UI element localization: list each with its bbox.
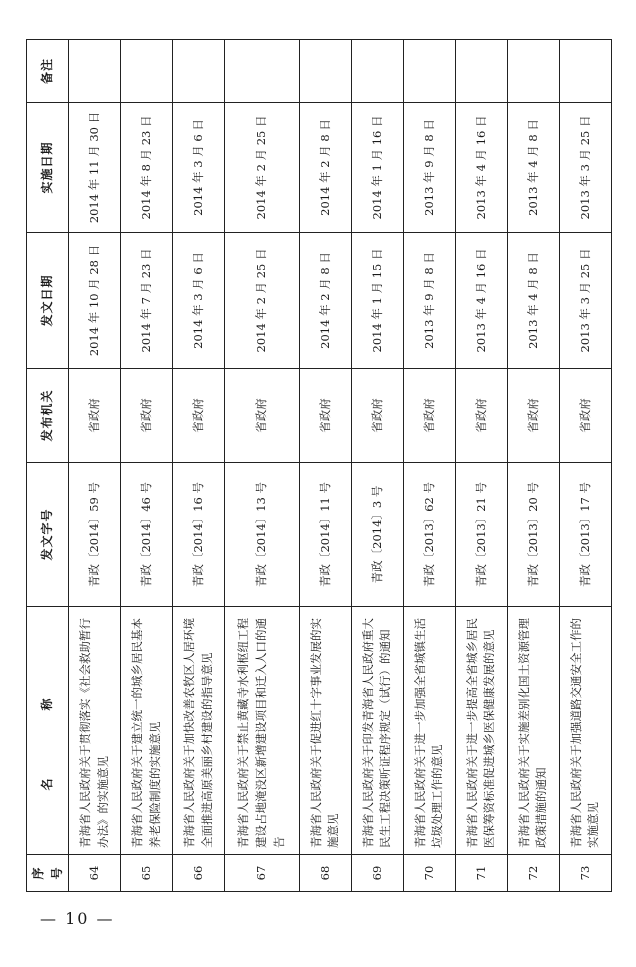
row-effective-date: 2014 年 3 月 6 日 xyxy=(173,103,225,233)
row-issue-date: 2013 年 3 月 25 日 xyxy=(559,233,611,369)
row-seq: 66 xyxy=(173,855,225,892)
row-effective-date: 2013 年 4 月 16 日 xyxy=(455,103,507,233)
row-remarks xyxy=(455,40,507,103)
rotated-table-frame xyxy=(26,40,612,892)
landscape-page xyxy=(26,40,612,892)
row-seq: 73 xyxy=(559,855,611,892)
row-effective-date: 2013 年 3 月 25 日 xyxy=(559,103,611,233)
row-issue-date: 2014 年 1 月 15 日 xyxy=(351,233,403,369)
table-row xyxy=(507,40,559,892)
row-remarks xyxy=(225,40,300,103)
row-issue-date: 2013 年 4 月 16 日 xyxy=(455,233,507,369)
row-remarks xyxy=(173,40,225,103)
row-effective-date: 2014 年 11 月 30 日 xyxy=(69,103,121,233)
row-issuer: 省政府 xyxy=(173,369,225,463)
table-row xyxy=(559,40,611,892)
row-remarks xyxy=(69,40,121,103)
row-effective-date: 2014 年 2 月 25 日 xyxy=(225,103,300,233)
row-remarks xyxy=(507,40,559,103)
header-remarks: 备注 xyxy=(27,40,69,103)
table-row xyxy=(225,40,300,892)
row-issue-date: 2013 年 4 月 8 日 xyxy=(507,233,559,369)
row-remarks xyxy=(403,40,455,103)
row-name: 青海省人民政府关于建立统一的城乡居民基本养老保险制度的实施意见 xyxy=(121,607,173,855)
row-name: 青海省人民政府关于加强道路交通安全工作的实施意见 xyxy=(559,607,611,855)
table-row xyxy=(173,40,225,892)
row-seq: 65 xyxy=(121,855,173,892)
row-remarks xyxy=(559,40,611,103)
header-seq: 序号 xyxy=(27,855,69,892)
table-row xyxy=(455,40,507,892)
row-name: 青海省人民政府关于进一步提高全省城乡居民医保筹资标准促进城乡医保健康发展的意见 xyxy=(455,607,507,855)
row-issue-date: 2014 年 2 月 25 日 xyxy=(225,233,300,369)
table-row xyxy=(299,40,351,892)
row-issuer: 省政府 xyxy=(225,369,300,463)
row-doc-no: 青政〔2013〕17 号 xyxy=(559,463,611,607)
row-doc-no: 青政〔2014〕46 号 xyxy=(121,463,173,607)
row-remarks xyxy=(299,40,351,103)
row-doc-no: 青政〔2013〕21 号 xyxy=(455,463,507,607)
table-row xyxy=(351,40,403,892)
row-effective-date: 2014 年 1 月 16 日 xyxy=(351,103,403,233)
row-doc-no: 青政〔2014〕11 号 xyxy=(299,463,351,607)
header-effective-date: 实施日期 xyxy=(27,103,69,233)
row-effective-date: 2013 年 4 月 8 日 xyxy=(507,103,559,233)
header-issue-date: 发文日期 xyxy=(27,233,69,369)
row-issuer: 省政府 xyxy=(559,369,611,463)
table-row xyxy=(403,40,455,892)
row-name: 青海省人民政府关于禁止黄藏寺水利枢纽工程建设占地淹没区新增建设项目和迁入人口的通告 xyxy=(225,607,300,855)
row-name: 青海省人民政府关于贯彻落实《社会救助暂行办法》的实施意见 xyxy=(69,607,121,855)
row-issue-date: 2014 年 2 月 8 日 xyxy=(299,233,351,369)
row-issuer: 省政府 xyxy=(507,369,559,463)
row-seq: 71 xyxy=(455,855,507,892)
row-issuer: 省政府 xyxy=(351,369,403,463)
row-effective-date: 2014 年 8 月 23 日 xyxy=(121,103,173,233)
page-number: — 10 — xyxy=(40,909,115,928)
row-doc-no: 青政〔2014〕59 号 xyxy=(69,463,121,607)
header-name: 名 称 xyxy=(27,607,69,855)
row-doc-no: 青政〔2013〕62 号 xyxy=(403,463,455,607)
row-issue-date: 2014 年 3 月 6 日 xyxy=(173,233,225,369)
row-issuer: 省政府 xyxy=(403,369,455,463)
row-effective-date: 2014 年 2 月 8 日 xyxy=(299,103,351,233)
header-issuer: 发布机关 xyxy=(27,369,69,463)
row-seq: 69 xyxy=(351,855,403,892)
row-issuer: 省政府 xyxy=(455,369,507,463)
row-doc-no: 青政〔2014〕3 号 xyxy=(351,463,403,607)
row-seq: 72 xyxy=(507,855,559,892)
row-doc-no: 青政〔2014〕13 号 xyxy=(225,463,300,607)
row-doc-no: 青政〔2014〕16 号 xyxy=(173,463,225,607)
row-issuer: 省政府 xyxy=(121,369,173,463)
row-issue-date: 2014 年 10 月 28 日 xyxy=(69,233,121,369)
row-issuer: 省政府 xyxy=(299,369,351,463)
header-doc-no: 发文字号 xyxy=(27,463,69,607)
table-row xyxy=(121,40,173,892)
policy-table xyxy=(26,39,612,892)
row-name: 青海省人民政府关于实施差别化国土资源管理政策措施的通知 xyxy=(507,607,559,855)
row-issuer: 省政府 xyxy=(69,369,121,463)
row-effective-date: 2013 年 9 月 8 日 xyxy=(403,103,455,233)
row-remarks xyxy=(121,40,173,103)
row-issue-date: 2014 年 7 月 23 日 xyxy=(121,233,173,369)
table-row xyxy=(69,40,121,892)
row-doc-no: 青政〔2013〕20 号 xyxy=(507,463,559,607)
row-remarks xyxy=(351,40,403,103)
row-seq: 70 xyxy=(403,855,455,892)
row-seq: 64 xyxy=(69,855,121,892)
row-issue-date: 2013 年 9 月 8 日 xyxy=(403,233,455,369)
row-name: 青海省人民政府关于进一步加强全省城镇生活垃圾处理工作的意见 xyxy=(403,607,455,855)
header-row xyxy=(27,40,69,892)
row-seq: 67 xyxy=(225,855,300,892)
row-name: 青海省人民政府关于印发青海省人民政府重大民生工程决策听证程序规定（试行）的通知 xyxy=(351,607,403,855)
row-name: 青海省人民政府关于促进红十字事业发展的实施意见 xyxy=(299,607,351,855)
row-seq: 68 xyxy=(299,855,351,892)
row-name: 青海省人民政府关于加快改善农牧区人居环境全面推进高原美丽乡村建设的指导意见 xyxy=(173,607,225,855)
